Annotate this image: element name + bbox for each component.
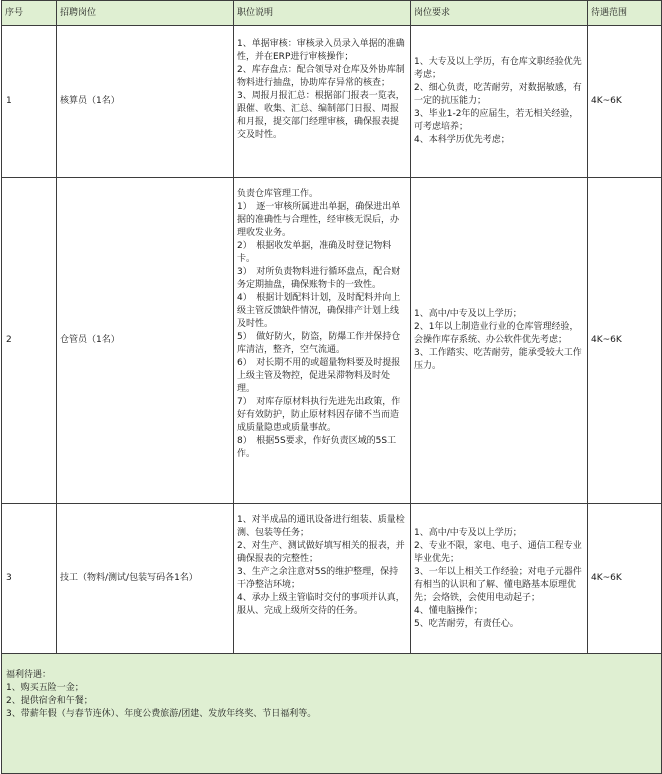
row-salary: 4K~6K — [588, 178, 662, 504]
requirement-line: 2、1年以上制造业行业的仓库管理经验，会操作库存系统、办公软件优先考虑； — [414, 322, 579, 345]
requirement-line: 4、本科学历优先考虑； — [414, 135, 510, 145]
row-requirements — [411, 26, 588, 178]
description-line: 1） 逐一审核所属进出单据，确保进出单据的准确性与合理性，经审核无误后，办理收发业务。 — [237, 202, 401, 238]
description-line: 3） 对所负责物料进行循环盘点，配合财务定期抽盘，确保账物卡的一致性。 — [237, 267, 401, 290]
requirement-line: 3、一年以上相关工作经验；对电子元器件有相当的认识和了解、懂电路基本原理优先；会烙铁，会使用电动起子； — [414, 566, 582, 603]
row-description — [234, 26, 411, 178]
row-seq: 3 — [2, 504, 57, 654]
description-line: 6） 对长期不用的或超量物料要及时提报上级主管及物控，促进呆滞物料及时处理。 — [237, 358, 401, 394]
description-line: 4） 根据计划配料计划，及时配料并向上级主管反馈缺件情况，确保排产计划上线及时性。 — [237, 293, 401, 329]
row-salary: 4K~6K — [588, 26, 662, 178]
table-row — [2, 178, 662, 504]
row-seq: 1 — [2, 26, 57, 178]
benefit-item: 3、带薪年假（与春节连休）、年度公费旅游/团建、发放年终奖、节日福利等。 — [6, 709, 317, 719]
description-line: 2、库存盘点：配合领导对仓库及外协库制物料进行抽盘，协助库存异常的核查； — [237, 65, 405, 88]
description-line: 5） 做好防火，防盗，防爆工作并保持仓库清洁，整齐，空气流通。 — [237, 332, 401, 355]
requirement-line: 1、高中/中专及以上学历； — [414, 309, 522, 319]
requirement-line: 2、细心负责，吃苦耐劳，对数据敏感，有一定的抗压能力； — [414, 83, 582, 106]
header-row — [2, 1, 662, 26]
row-position: 技工（物料/测试/包装写码各1名） — [57, 504, 234, 654]
row-salary: 4K~6K — [588, 504, 662, 654]
header-seq: 序号 — [2, 1, 57, 26]
row-description — [234, 178, 411, 504]
description-line: 8） 根据5S要求，作好负责区域的5S工作。 — [237, 436, 397, 459]
recruitment-table — [1, 0, 662, 774]
description-line: 3、生产之余注意对5S的维护整理，保持干净整洁环境； — [237, 567, 399, 590]
benefit-item: 1、购买五险一金； — [6, 683, 84, 693]
requirement-line: 1、高中/中专及以上学历； — [414, 527, 522, 538]
row-requirements — [411, 504, 588, 654]
requirement-line: 2、专业不限，家电、电子、通信工程专业毕业优先； — [414, 540, 582, 564]
benefit-item: 2、提供宿舍和午餐； — [6, 696, 93, 706]
row-position: 仓管员（1名） — [57, 178, 234, 504]
header-description: 职位说明 — [234, 1, 411, 26]
table-row — [2, 504, 662, 654]
description-line: 3、周报月报汇总：根据部门报表一览表，跟催、收集、汇总、编制部门日报、周报和月报，提交部门经理审核，确保报表提交及时性。 — [237, 91, 405, 140]
header-requirements: 岗位要求 — [411, 1, 588, 26]
requirement-line: 5、吃苦耐劳，有责任心。 — [414, 618, 519, 629]
benefits-row — [2, 654, 662, 774]
row-seq: 2 — [2, 178, 57, 504]
description-line: 2、对生产、测试做好填写相关的报表，并确保报表的完整性； — [237, 541, 405, 564]
row-description — [234, 504, 411, 654]
description-line: 2） 根据收发单据，准确及时登记物料卡。 — [237, 241, 392, 264]
table-row — [2, 26, 662, 178]
header-position: 招聘岗位 — [57, 1, 234, 26]
requirement-line: 4、懂电脑操作； — [414, 605, 483, 616]
description-line: 负责仓库管理工作。 — [237, 189, 319, 199]
requirement-line: 3、毕业1-2年的应届生，若无相关经验，可考虑培养； — [414, 109, 579, 132]
header-salary: 待遇范围 — [588, 1, 662, 26]
row-position: 核算员（1名） — [57, 26, 234, 178]
description-line: 1、单据审核：审核录入员录入单据的准确性，并在ERP进行审核操作； — [237, 39, 405, 62]
description-line: 7） 对库存原材料执行先进先出政策，作好有效防护，防止原材料因存储不当而造成质量隐患或质量事故。 — [237, 397, 401, 433]
benefits-title: 福利待遇： — [6, 670, 52, 680]
description-line: 1、对半成品的通讯设备进行组装、质量检测、包装等任务； — [237, 515, 405, 538]
description-line: 4、承办上级主管临时交付的事项并认真，服从、完成上级所交待的任务。 — [237, 593, 405, 616]
benefits-section — [2, 654, 662, 774]
requirement-line: 3、工作踏实、吃苦耐劳，能承受较大工作压力。 — [414, 348, 582, 371]
requirement-line: 1、大专及以上学历，有仓库文职经验优先考虑； — [414, 57, 582, 80]
row-requirements — [411, 178, 588, 504]
